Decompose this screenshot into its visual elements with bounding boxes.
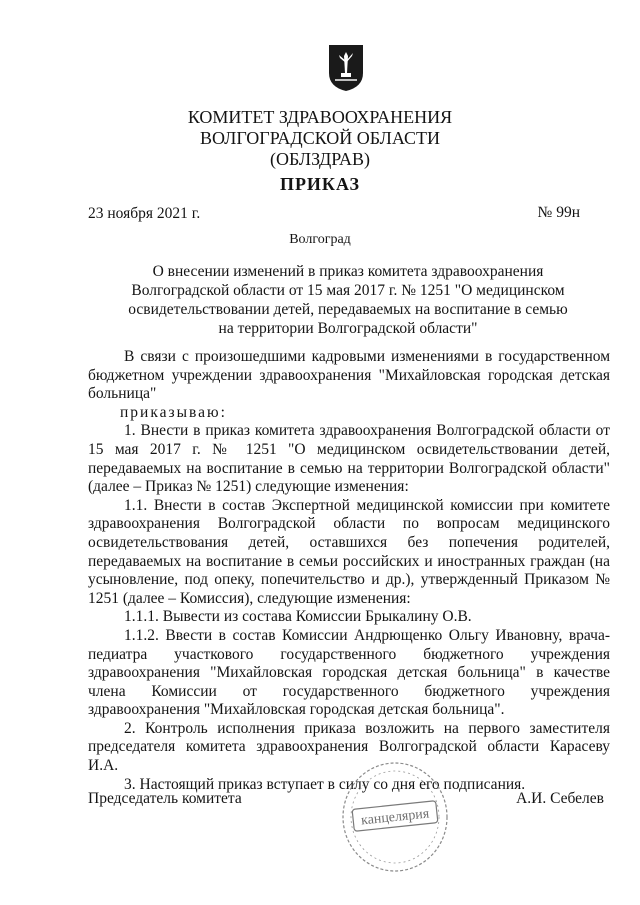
subject-line: на территории Волгоградской области" [218, 320, 478, 337]
subject-line: Волгоградской области от 15 мая 2017 г. № 1251 "О медицинском [131, 282, 565, 299]
clause-2: 2. Контроль исполнения приказа возложить на первого заместителя председателя комитета здравоохранения Волгоградской области Карасеву И.А. [88, 719, 610, 775]
clause-1-1-2: 1.1.2. Ввести в состав Комиссии Андрющенко Ольгу Ивановну, врача-педиатра участкового государственного бюджетного учреждения здравоохранения "Михайловская городская детская больница" в качестве члена Комиссии от государственного бюджетного учреждения здравоохранения "Михайловская городская детская больница". [88, 626, 610, 719]
stamp-text: канцелярия [360, 806, 430, 829]
subject-line: О внесении изменений в приказ комитета здравоохранения [152, 263, 544, 280]
signatory-position: Председатель комитета [88, 790, 242, 807]
office-stamp [335, 757, 455, 877]
clause-1-1-1: 1.1.1. Вывести из состава Комиссии Брыкалину О.В. [124, 608, 472, 626]
document-subject [88, 262, 608, 338]
org-name-line1: КОМИТЕТ ЗДРАВООХРАНЕНИЯ [187, 107, 453, 127]
document-number: № 99н [537, 204, 580, 221]
preamble-paragraph: В связи с произошедшими кадровыми изменениями в государственном бюджетном учреждении здравоохранения "Михайловская городская детская больница" [88, 348, 610, 403]
document-city: Волгоград [289, 232, 351, 247]
org-name-line2: ВОЛГОГРАДСКОЙ ОБЛАСТИ [200, 128, 440, 148]
volgograd-coat-of-arms-icon [327, 43, 365, 93]
order-keyword: приказываю: [120, 403, 227, 421]
subject-line: освидетельствовании детей, передаваемых на воспитание в семью [128, 301, 568, 318]
document-body [88, 348, 610, 794]
document-type-title: ПРИКАЗ [279, 174, 361, 194]
org-name-abbrev: (ОБЛЗДРАВ) [270, 149, 370, 169]
document-date: 23 ноября 2021 г. [88, 205, 201, 222]
clause-1: 1. Внести в приказ комитета здравоохранения Волгоградской области от 15 мая 2017 г. № 1251 "О медицинском освидетельствовании детей, передаваемых на воспитание в семью на территории Волгоградской области" (далее – Приказ № 1251) следующие изменения: [88, 422, 610, 496]
signatory-name: А.И. Себелев [516, 790, 604, 807]
clause-3: 3. Настоящий приказ вступает в силу со дня его подписания. [124, 775, 526, 793]
clause-1-1: 1.1. Внести в состав Экспертной медицинской комиссии при комитете здравоохранения Волгоградской области по вопросам медицинского освидетельствования детей, оставшихся без попечения родителей, передаваемых на воспитание в семьи российских и иностранных граждан (на усыновление, под опеку, попечительство и др.), утвержденный Приказом № 1251 (далее – Комиссия), следующие изменения: [88, 496, 610, 607]
